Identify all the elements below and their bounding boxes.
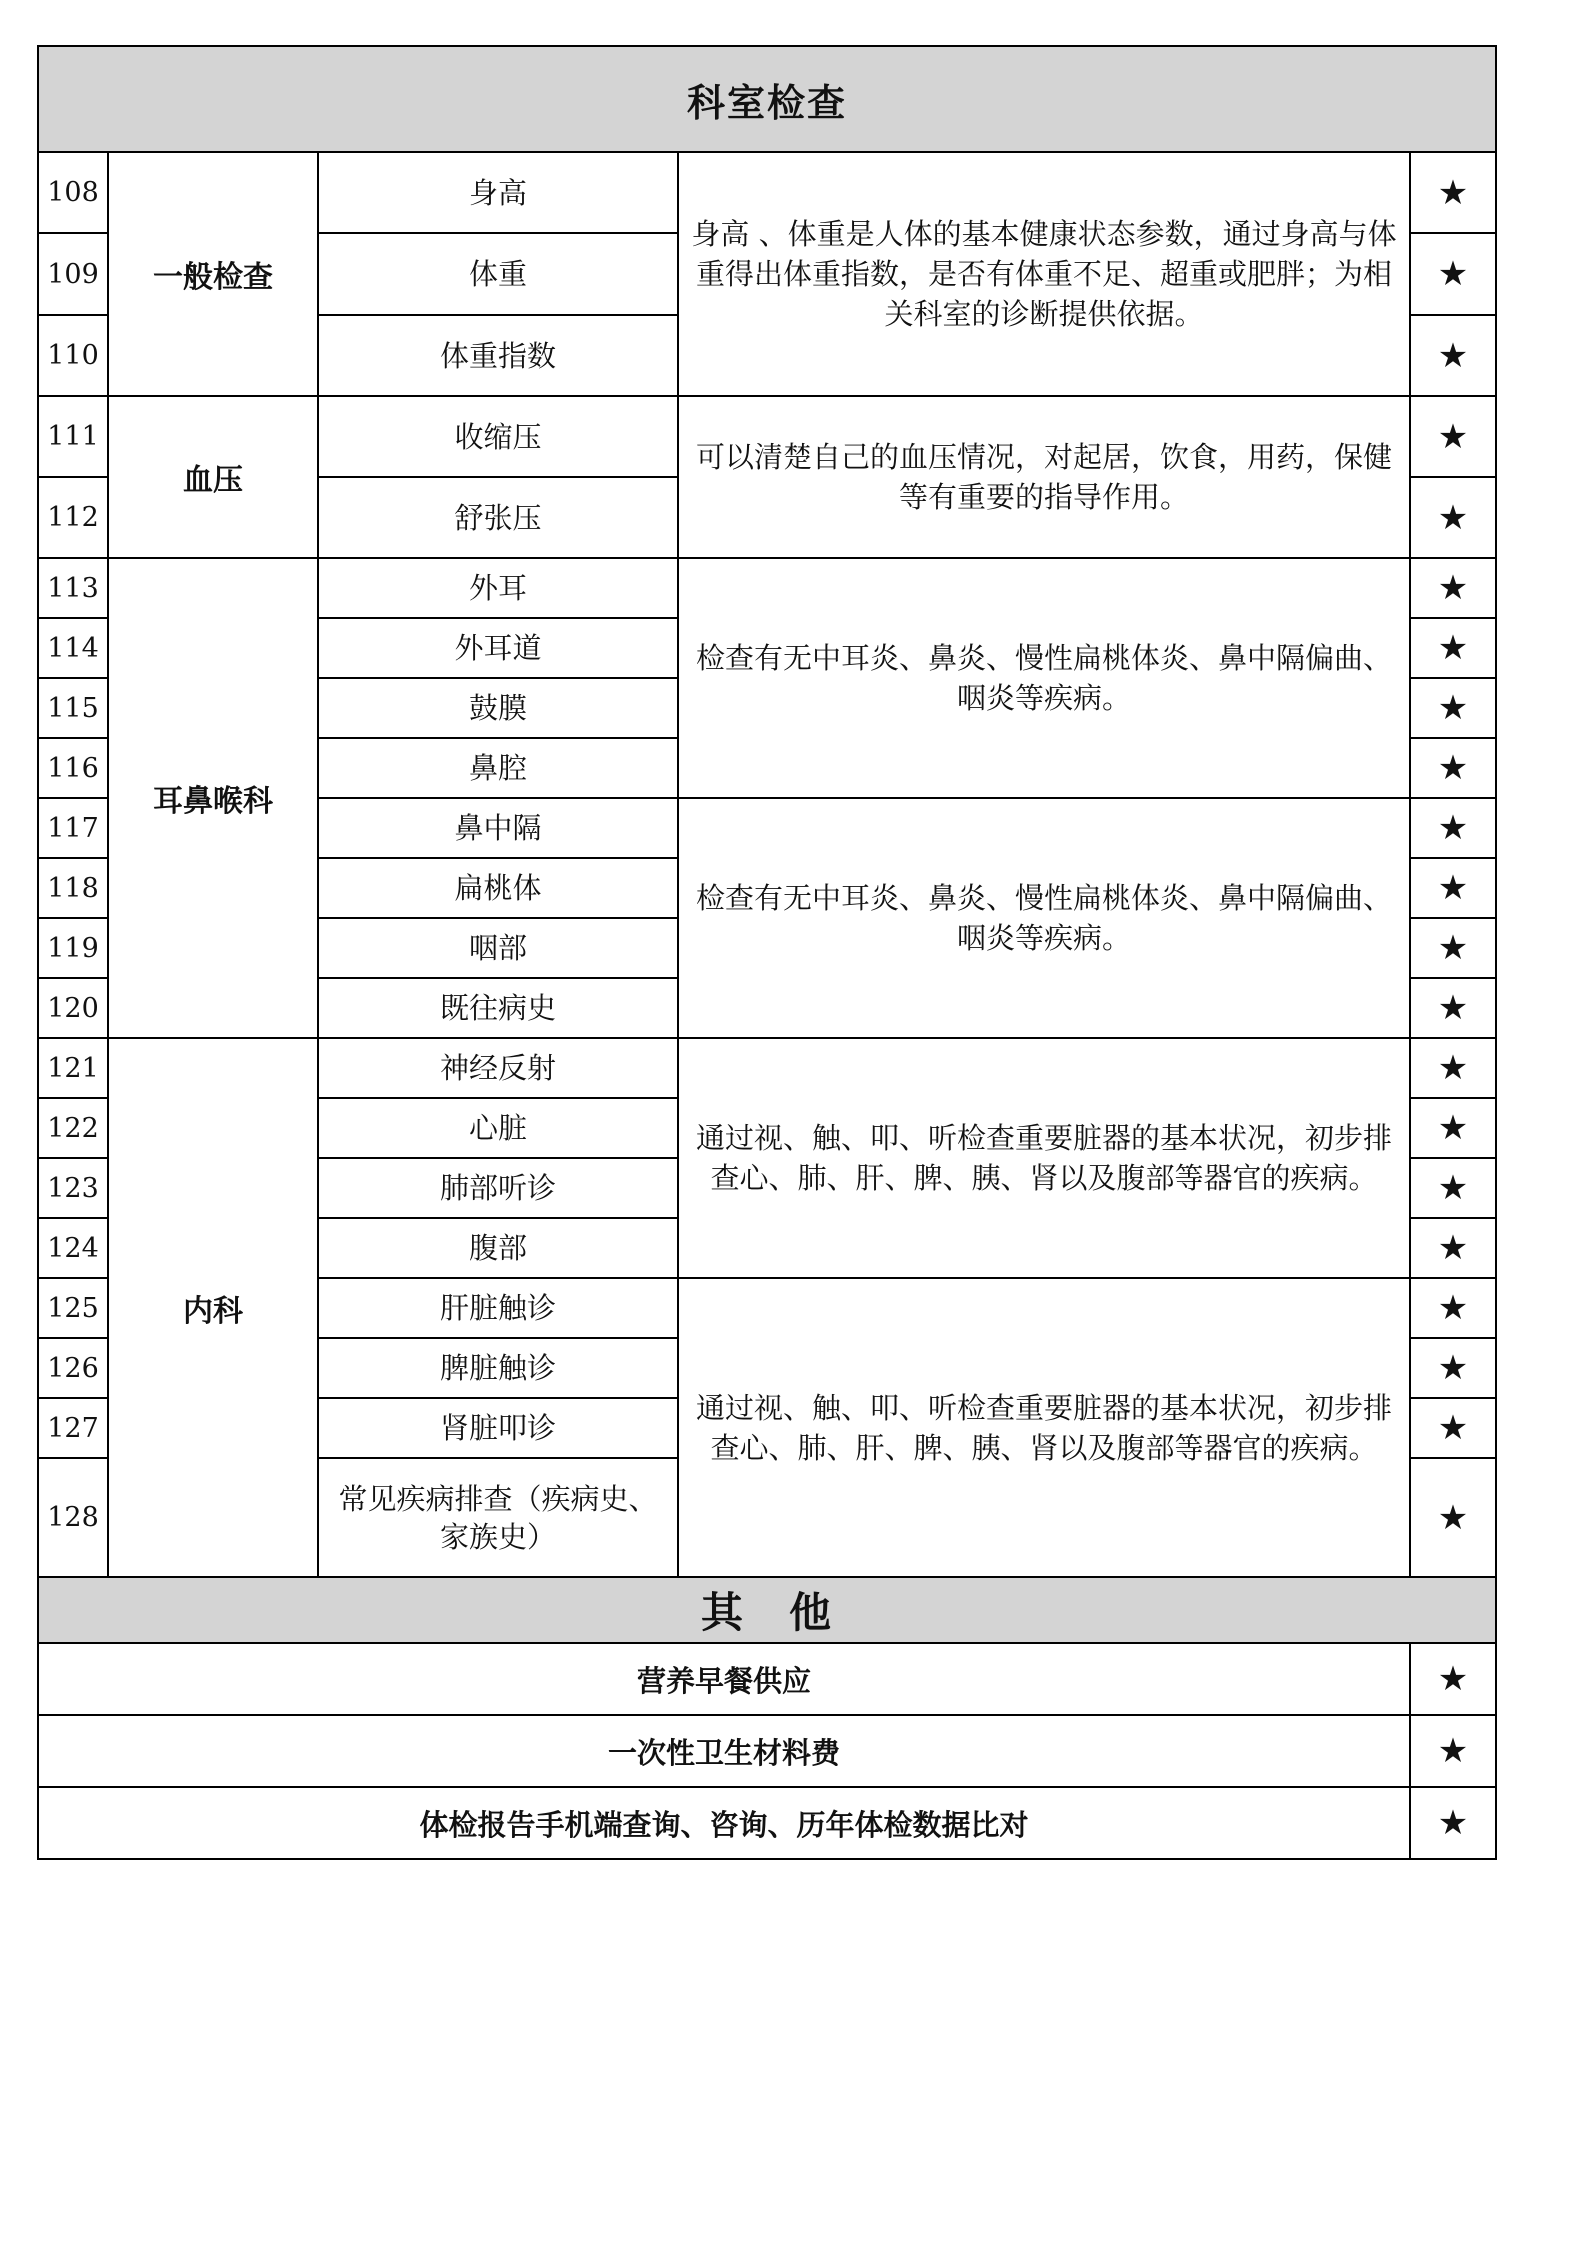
item-description: 身高 、体重是人体的基本健康状态参数，通过身高与体重得出体重指数，是否有体重不足、超重或肥胖；为相关科室的诊断提供依据。 <box>678 152 1410 396</box>
item-name: 脾脏触诊 <box>318 1338 678 1398</box>
row-number: 123 <box>38 1158 108 1218</box>
row-number: 121 <box>38 1038 108 1098</box>
item-name: 既往病史 <box>318 978 678 1038</box>
item-name: 肾脏叩诊 <box>318 1398 678 1458</box>
included-star-icon: ★ <box>1410 918 1496 978</box>
row-number: 115 <box>38 678 108 738</box>
item-name: 外耳 <box>318 558 678 618</box>
other-item: 营养早餐供应 <box>38 1643 1410 1715</box>
row-number: 110 <box>38 315 108 396</box>
item-name: 咽部 <box>318 918 678 978</box>
row-number: 108 <box>38 152 108 233</box>
table-row <box>38 396 1496 477</box>
table-row <box>38 1643 1496 1715</box>
section-title-dept-exam: 科室检查 <box>38 46 1496 152</box>
item-name: 肺部听诊 <box>318 1158 678 1218</box>
included-star-icon: ★ <box>1410 798 1496 858</box>
table-row <box>38 1715 1496 1787</box>
item-description: 可以清楚自己的血压情况，对起居，饮食，用药，保健等有重要的指导作用。 <box>678 396 1410 558</box>
other-item: 体检报告手机端查询、咨询、历年体检数据比对 <box>38 1787 1410 1859</box>
row-number: 119 <box>38 918 108 978</box>
included-star-icon: ★ <box>1410 1398 1496 1458</box>
item-description: 通过视、触、叩、听检查重要脏器的基本状况，初步排查心、肺、肝、脾、胰、肾以及腹部等器官的疾病。 <box>678 1038 1410 1278</box>
item-name: 体重指数 <box>318 315 678 396</box>
item-name: 鼓膜 <box>318 678 678 738</box>
row-number: 127 <box>38 1398 108 1458</box>
row-number: 117 <box>38 798 108 858</box>
included-star-icon: ★ <box>1410 1787 1496 1859</box>
row-number: 128 <box>38 1458 108 1577</box>
category-ent: 耳鼻喉科 <box>108 558 318 1038</box>
included-star-icon: ★ <box>1410 396 1496 477</box>
item-name: 常见疾病排查（疾病史、家族史） <box>318 1458 678 1577</box>
included-star-icon: ★ <box>1410 738 1496 798</box>
item-name: 肝脏触诊 <box>318 1278 678 1338</box>
included-star-icon: ★ <box>1410 678 1496 738</box>
category-blood-pressure: 血压 <box>108 396 318 558</box>
row-number: 124 <box>38 1218 108 1278</box>
item-name: 心脏 <box>318 1098 678 1158</box>
included-star-icon: ★ <box>1410 152 1496 233</box>
table-row <box>38 152 1496 233</box>
row-number: 113 <box>38 558 108 618</box>
category-internal-medicine: 内科 <box>108 1038 318 1577</box>
included-star-icon: ★ <box>1410 1038 1496 1098</box>
item-name: 鼻中隔 <box>318 798 678 858</box>
row-number: 116 <box>38 738 108 798</box>
row-number: 126 <box>38 1338 108 1398</box>
included-star-icon: ★ <box>1410 1338 1496 1398</box>
included-star-icon: ★ <box>1410 1643 1496 1715</box>
section-header-row <box>38 46 1496 152</box>
included-star-icon: ★ <box>1410 1218 1496 1278</box>
included-star-icon: ★ <box>1410 618 1496 678</box>
other-item: 一次性卫生材料费 <box>38 1715 1410 1787</box>
item-name: 鼻腔 <box>318 738 678 798</box>
section-header-row <box>38 1577 1496 1643</box>
exam-table <box>37 45 1497 1860</box>
included-star-icon: ★ <box>1410 1458 1496 1577</box>
included-star-icon: ★ <box>1410 1158 1496 1218</box>
row-number: 120 <box>38 978 108 1038</box>
item-name: 神经反射 <box>318 1038 678 1098</box>
item-name: 身高 <box>318 152 678 233</box>
category-general: 一般检查 <box>108 152 318 396</box>
row-number: 125 <box>38 1278 108 1338</box>
item-name: 腹部 <box>318 1218 678 1278</box>
row-number: 112 <box>38 477 108 558</box>
item-name: 扁桃体 <box>318 858 678 918</box>
row-number: 111 <box>38 396 108 477</box>
row-number: 109 <box>38 233 108 315</box>
item-description: 通过视、触、叩、听检查重要脏器的基本状况，初步排查心、肺、肝、脾、胰、肾以及腹部等器官的疾病。 <box>678 1278 1410 1577</box>
section-title-other: 其 他 <box>38 1577 1496 1643</box>
included-star-icon: ★ <box>1410 558 1496 618</box>
table-row <box>38 558 1496 618</box>
row-number: 114 <box>38 618 108 678</box>
included-star-icon: ★ <box>1410 1098 1496 1158</box>
included-star-icon: ★ <box>1410 477 1496 558</box>
item-name: 体重 <box>318 233 678 315</box>
item-name: 外耳道 <box>318 618 678 678</box>
included-star-icon: ★ <box>1410 858 1496 918</box>
table-row <box>38 1038 1496 1098</box>
row-number: 118 <box>38 858 108 918</box>
included-star-icon: ★ <box>1410 1278 1496 1338</box>
item-description: 检查有无中耳炎、鼻炎、慢性扁桃体炎、鼻中隔偏曲、咽炎等疾病。 <box>678 798 1410 1038</box>
row-number: 122 <box>38 1098 108 1158</box>
included-star-icon: ★ <box>1410 1715 1496 1787</box>
included-star-icon: ★ <box>1410 233 1496 315</box>
item-name: 舒张压 <box>318 477 678 558</box>
included-star-icon: ★ <box>1410 978 1496 1038</box>
item-description: 检查有无中耳炎、鼻炎、慢性扁桃体炎、鼻中隔偏曲、咽炎等疾病。 <box>678 558 1410 798</box>
table-row <box>38 1787 1496 1859</box>
included-star-icon: ★ <box>1410 315 1496 396</box>
item-name: 收缩压 <box>318 396 678 477</box>
